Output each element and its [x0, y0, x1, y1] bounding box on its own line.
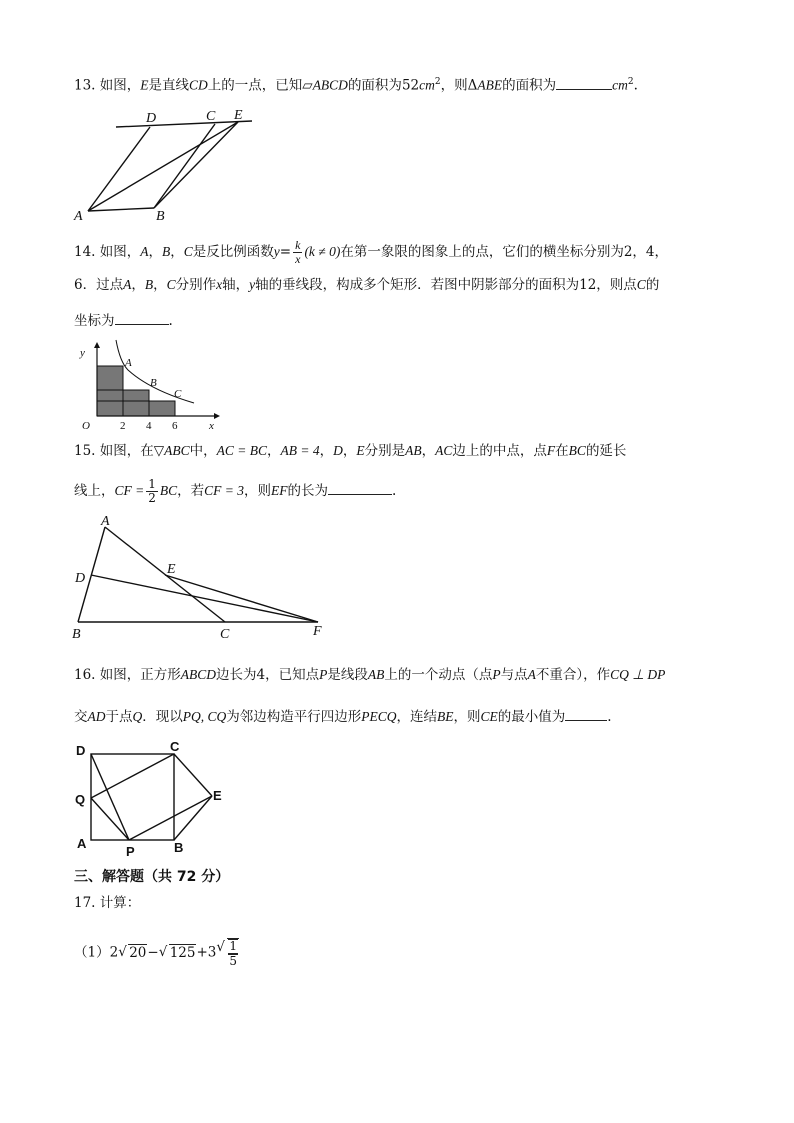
q13-figure — [70, 105, 270, 225]
q13-text: 13. 如图，E是直线CD上的一点，已知▱ABCD的面积为$52cm^2$，则ΔABE的面积为 $cm^2$. — [74, 72, 638, 96]
label-f: F — [313, 624, 322, 639]
svg-text:O: O — [82, 420, 90, 432]
label-e: E — [234, 108, 243, 123]
sqrt-one-fifth: √ $\frac{1}{5}$ — [216, 938, 239, 968]
label-d: D — [75, 571, 86, 586]
answer-blank-16[interactable] — [565, 706, 607, 721]
sqrt-20: √ 20 — [118, 943, 147, 963]
label-q: Q — [75, 792, 86, 807]
label-b: B — [72, 627, 81, 642]
label-b: B — [174, 840, 184, 855]
q17-title: 17. 计算： — [74, 895, 141, 911]
svg-text:A: A — [125, 357, 132, 369]
svg-text:2: 2 — [120, 420, 126, 432]
label-a: A — [74, 209, 83, 224]
sqrt-125: √ 125 — [159, 943, 197, 963]
q14-text-line2: 6．过点A，B，C分别作x轴，y轴的垂线段，构成多个矩形．若图中阴影部分的面积为12，则点C的 — [74, 277, 660, 293]
q15-figure — [70, 512, 340, 644]
q14-figure — [76, 340, 226, 432]
label-d: D — [146, 111, 157, 126]
q15-text-line2: 线上，CF = $\frac{1}{2}$ BC，若CF = 3，则EF的长为 . — [74, 477, 397, 505]
label-p: P — [126, 844, 135, 859]
svg-text:y: y — [80, 347, 85, 359]
q16-text-line2: 交AD于点Q．现以PQ, CQ为邻边构造平行四边形PECQ，连结BE，则CE的最小值为 . — [74, 706, 612, 727]
answer-blank-13[interactable] — [556, 75, 612, 90]
q15-text-line1: 15. 如图，在▽ABC中，AC = BC，AB = 4，D，E分别是AB，AC边上的中点，点F在BC的延长 — [74, 443, 627, 459]
svg-text:4: 4 — [146, 420, 152, 432]
section-heading: 三、解答题（共 72 分） — [74, 869, 230, 885]
q16-text-line1: 16. 如图，正方形ABCD边长为4，已知点P是线段AB上的一个动点（点P与点A不重合），作CQ ⊥ DP — [74, 667, 666, 683]
svg-text:6: 6 — [172, 420, 178, 432]
label-e: E — [167, 562, 176, 577]
label-a: A — [101, 514, 110, 529]
label-c: C — [220, 627, 230, 642]
q14-text-line3: 坐标为 . — [74, 310, 173, 331]
q17-part1: （1）2√ 20−√ 125+3 √ $\frac{1}{5}$ — [74, 938, 239, 968]
answer-blank-14[interactable] — [115, 310, 169, 325]
label-b: B — [156, 209, 165, 224]
label-d: D — [76, 743, 86, 758]
q14-text-line1: 14. 如图，A，B，C是反比例函数y= $\frac{k}{x}$ (k ≠ 0)在第一象限的图象上的点，它们的横坐标分别为2，4， — [74, 238, 669, 266]
svg-text:C: C — [174, 388, 182, 400]
fraction-k-over-x: $\frac{k}{x}$ — [295, 238, 301, 266]
svg-text:x: x — [209, 420, 214, 432]
q16-figure — [72, 740, 232, 858]
label-c: C — [206, 109, 216, 124]
label-c: C — [170, 739, 180, 754]
fraction-one-half: $\frac{1}{2}$ — [148, 477, 156, 505]
label-a: A — [77, 836, 87, 851]
label-e: E — [213, 788, 222, 803]
q13-number: 13. — [74, 77, 96, 94]
answer-blank-15[interactable] — [328, 480, 392, 495]
svg-text:B: B — [150, 377, 157, 389]
